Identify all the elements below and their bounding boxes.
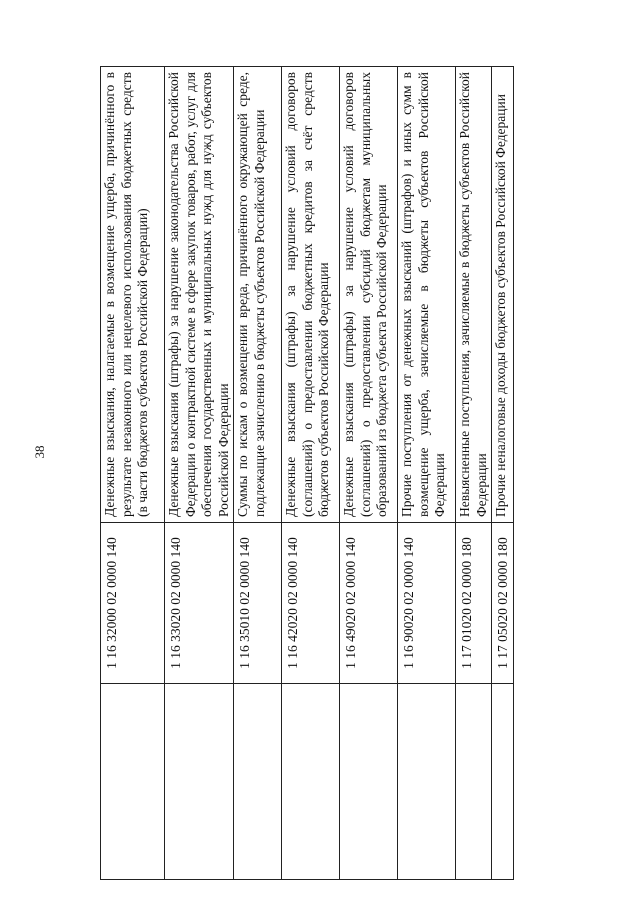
code-cell: 1 16 33020 02 0000 140	[165, 523, 234, 684]
table-row	[398, 67, 456, 880]
table-row	[101, 67, 165, 880]
description-cell: Денежные взыскания (штрафы) за нарушение условий договоров (соглашений) о предоставлении бюджетных кредитов за счёт средств бюджетов субъектов Российской Федерации	[282, 67, 340, 523]
description-cell: Денежные взыскания (штрафы) за нарушение условий договоров (соглашений) о предоставлении субсидий бюджетам муниципальных образований из бюджета субъекта Российской Федерации	[340, 67, 398, 523]
code-cell: 1 16 90020 02 0000 140	[398, 523, 456, 684]
empty-cell	[282, 684, 340, 880]
page-number: 38	[32, 445, 47, 459]
table-row	[492, 67, 514, 880]
table-row	[456, 67, 492, 880]
code-cell: 1 16 35010 02 0000 140	[234, 523, 282, 684]
description-cell: Прочие поступления от денежных взысканий (штрафов) и иных сумм в возмещение ущерба, зачисляемые в бюджеты субъектов Российской Федерации	[398, 67, 456, 523]
code-cell: 1 16 32000 02 0000 140	[101, 523, 165, 684]
table	[100, 66, 514, 880]
empty-cell	[165, 684, 234, 880]
empty-cell	[456, 684, 492, 880]
empty-cell	[492, 684, 514, 880]
code-cell: 1 16 42020 02 0000 140	[282, 523, 340, 684]
revenue-codes-table	[100, 72, 510, 880]
empty-cell	[101, 684, 165, 880]
table-row	[234, 67, 282, 880]
description-cell: Денежные взыскания, налагаемые в возмещение ущерба, причинённого в результате незаконного или нецелевого использования бюджетных средств (в части бюджетов субъектов Российской Федерации)	[101, 67, 165, 523]
description-cell: Прочие неналоговые доходы бюджетов субъектов Российской Федерации	[492, 67, 514, 523]
table-row	[340, 67, 398, 880]
description-cell: Денежные взыскания (штрафы) за нарушение законодательства Российской Федерации о контрактной системе в сфере закупок товаров, работ, услуг для обеспечения государственных и муниципальных нужд для нужд субъектов Российской Федерации	[165, 67, 234, 523]
table-row	[165, 67, 234, 880]
empty-cell	[234, 684, 282, 880]
code-cell: 1 16 49020 02 0000 140	[340, 523, 398, 684]
code-cell: 1 17 05020 02 0000 180	[492, 523, 514, 684]
description-cell: Невыясненные поступления, зачисляемые в бюджеты субъектов Российской Федерации	[456, 67, 492, 523]
empty-cell	[398, 684, 456, 880]
table-row	[282, 67, 340, 880]
code-cell: 1 17 01020 02 0000 180	[456, 523, 492, 684]
empty-cell	[340, 684, 398, 880]
description-cell: Суммы по искам о возмещении вреда, причинённого окружающей среде, подлежащие зачислению в бюджеты субъектов Российской Федерации	[234, 67, 282, 523]
